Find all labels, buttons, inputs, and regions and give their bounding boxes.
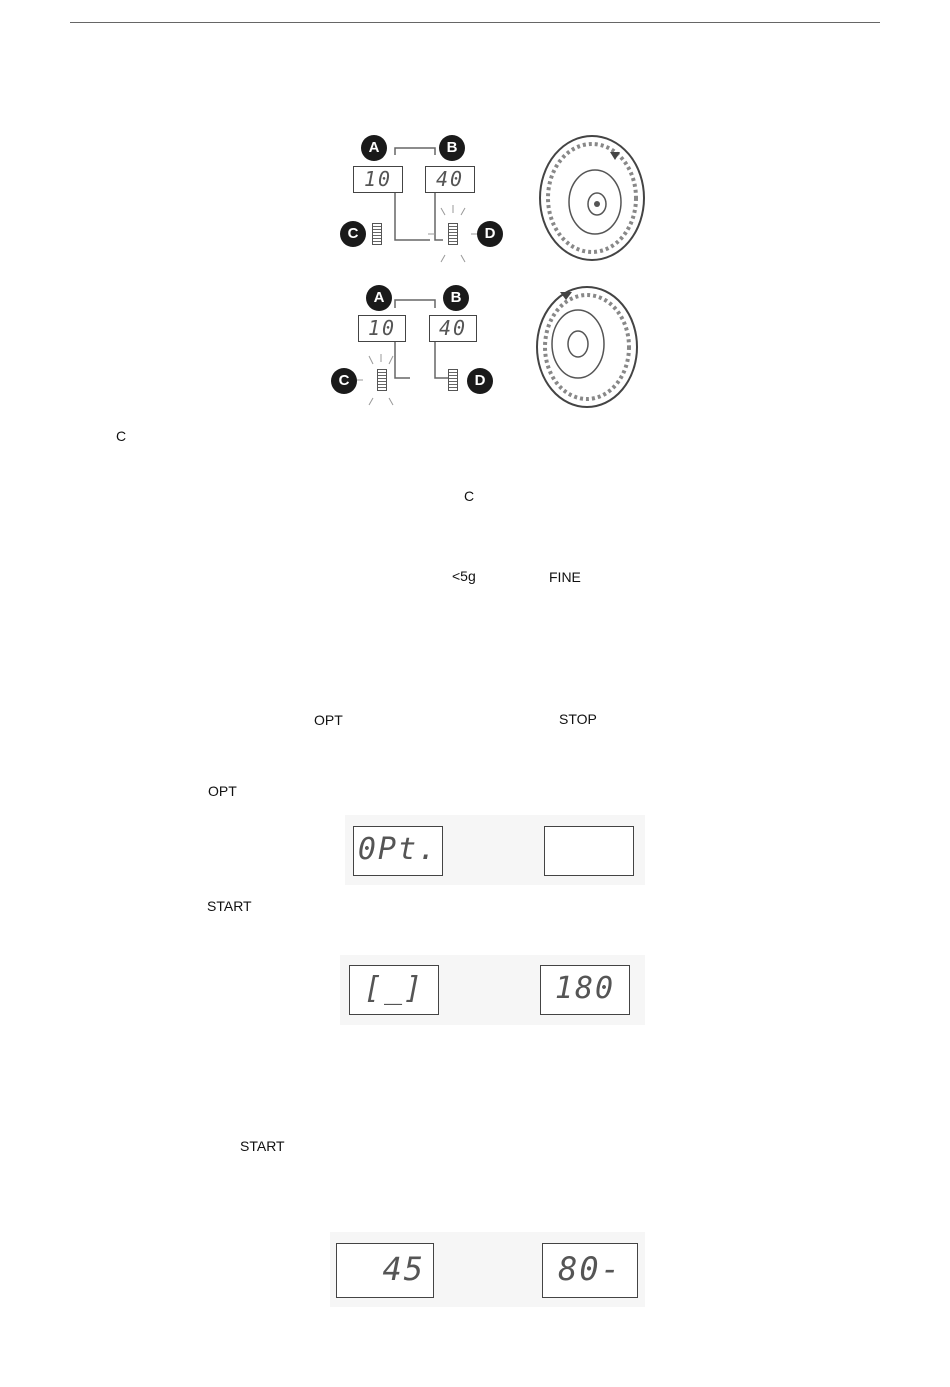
label-a-badge: A [366, 285, 392, 311]
text-start: START [207, 898, 252, 914]
balancer-diagram-top [335, 130, 660, 270]
text-fine: FINE [549, 569, 581, 585]
indicator-c-flashing [377, 369, 387, 391]
indicator-d-flashing [448, 223, 458, 245]
text-opt: OPT [314, 712, 343, 728]
text-threshold: <5g [452, 568, 476, 584]
label-a-badge: A [361, 135, 387, 161]
text-opt-2: OPT [208, 783, 237, 799]
display-left-opt: 0Pt. [353, 826, 443, 876]
display-left-45: 45 [336, 1243, 434, 1298]
text-fragment-c: C [116, 428, 127, 444]
indicator-c [372, 223, 382, 245]
tire-icon [530, 282, 645, 412]
display-a: 10 [353, 166, 403, 193]
header-rule [70, 22, 880, 23]
tire-icon [535, 130, 650, 265]
display-right-80: 80- [542, 1243, 638, 1298]
text-start-2: START [240, 1138, 285, 1154]
display-a: 10 [358, 315, 406, 342]
display-left-bracket: [_] [349, 965, 439, 1015]
balancer-diagram-bottom [325, 280, 665, 415]
label-b-badge: B [439, 135, 465, 161]
label-c-badge: C [340, 221, 366, 247]
label-d-badge: D [467, 368, 493, 394]
indicator-d [448, 369, 458, 391]
label-c-badge: C [331, 368, 357, 394]
label-d-badge: D [477, 221, 503, 247]
display-b: 40 [425, 166, 475, 193]
display-right-blank [544, 826, 634, 876]
text-stop: STOP [559, 711, 597, 727]
text-fragment-c2: C [464, 488, 475, 504]
label-b-badge: B [443, 285, 469, 311]
display-right-180: 180 [540, 965, 630, 1015]
display-b: 40 [429, 315, 477, 342]
